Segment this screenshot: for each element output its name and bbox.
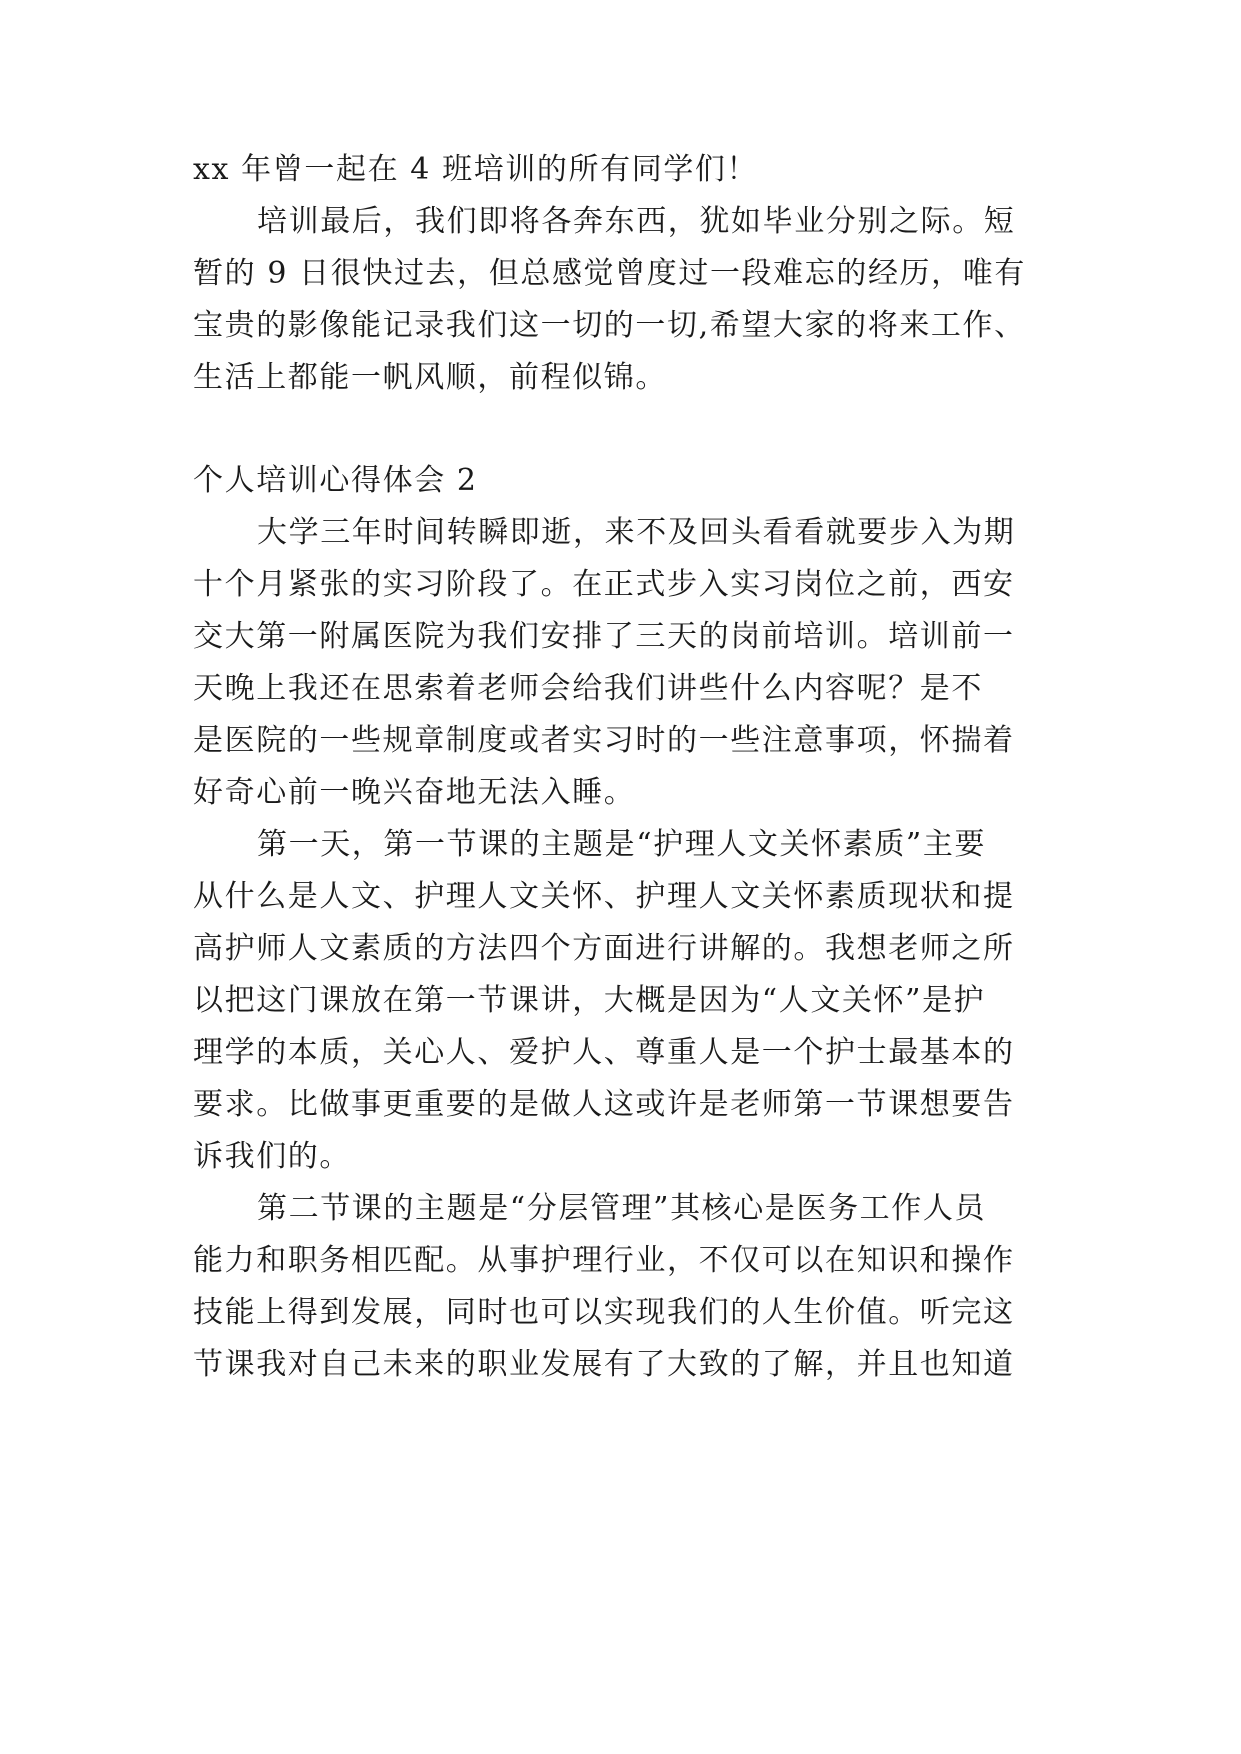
paragraph-line: 培训最后，我们即将各奔东西，犹如毕业分别之际。短: [257, 204, 1016, 239]
paragraph-line: 天晚上我还在思索着老师会给我们讲些什么内容呢？是不: [193, 671, 983, 706]
paragraph-line: 技能上得到发展，同时也可以实现我们的人生价值。听完这: [193, 1295, 1015, 1330]
paragraph-line: 大学三年时间转瞬即逝，来不及回头看看就要步入为期: [257, 515, 1016, 550]
paragraph-line: 要求。比做事更重要的是做人这或许是老师第一节课想要告: [193, 1087, 1015, 1122]
paragraph-line: 能力和职务相匹配。从事护理行业，不仅可以在知识和操作: [193, 1243, 1015, 1278]
paragraph-line: 好奇心前一晚兴奋地无法入睡。: [193, 775, 636, 810]
paragraph-line: 诉我们的。: [193, 1139, 351, 1174]
paragraph-line: 交大第一附属医院为我们安排了三天的岗前培训。培训前一: [193, 619, 1015, 654]
paragraph-line: 十个月紧张的实习阶段了。在正式步入实习岗位之前，西安: [193, 567, 1015, 602]
paragraph-line: 宝贵的影像能记录我们这一切的一切,希望大家的将来工作、: [193, 308, 1026, 343]
paragraph-line: 从什么是人文、护理人文关怀、护理人文关怀素质现状和提: [193, 879, 1015, 914]
paragraph-line: 理学的本质，关心人、爱护人、尊重人是一个护士最基本的: [193, 1035, 1015, 1070]
paragraph-line: 以把这门课放在第一节课讲，大概是因为“人文关怀”是护: [193, 983, 986, 1018]
paragraph-line: 是医院的一些规章制度或者实习时的一些注意事项，怀揣着: [193, 723, 1015, 758]
paragraph-line: 暂的 9 日很快过去，但总感觉曾度过一段难忘的经历，唯有: [193, 256, 1026, 291]
paragraph-line: 生活上都能一帆风顺，前程似锦。: [193, 360, 667, 395]
paragraph-line: 高护师人文素质的方法四个方面进行讲解的。我想老师之所: [193, 931, 1015, 966]
paragraph-line: 第一天，第一节课的主题是“护理人文关怀素质”主要: [257, 827, 987, 862]
paragraph-line: 节课我对自己未来的职业发展有了大致的了解，并且也知道: [193, 1347, 1015, 1382]
section-heading: 个人培训心得体会 2: [193, 463, 478, 498]
paragraph-line: 第二节课的主题是“分层管理”其核心是医务工作人员: [257, 1191, 987, 1226]
closing-salutation: xx 年曾一起在 4 班培训的所有同学们！: [193, 152, 759, 187]
